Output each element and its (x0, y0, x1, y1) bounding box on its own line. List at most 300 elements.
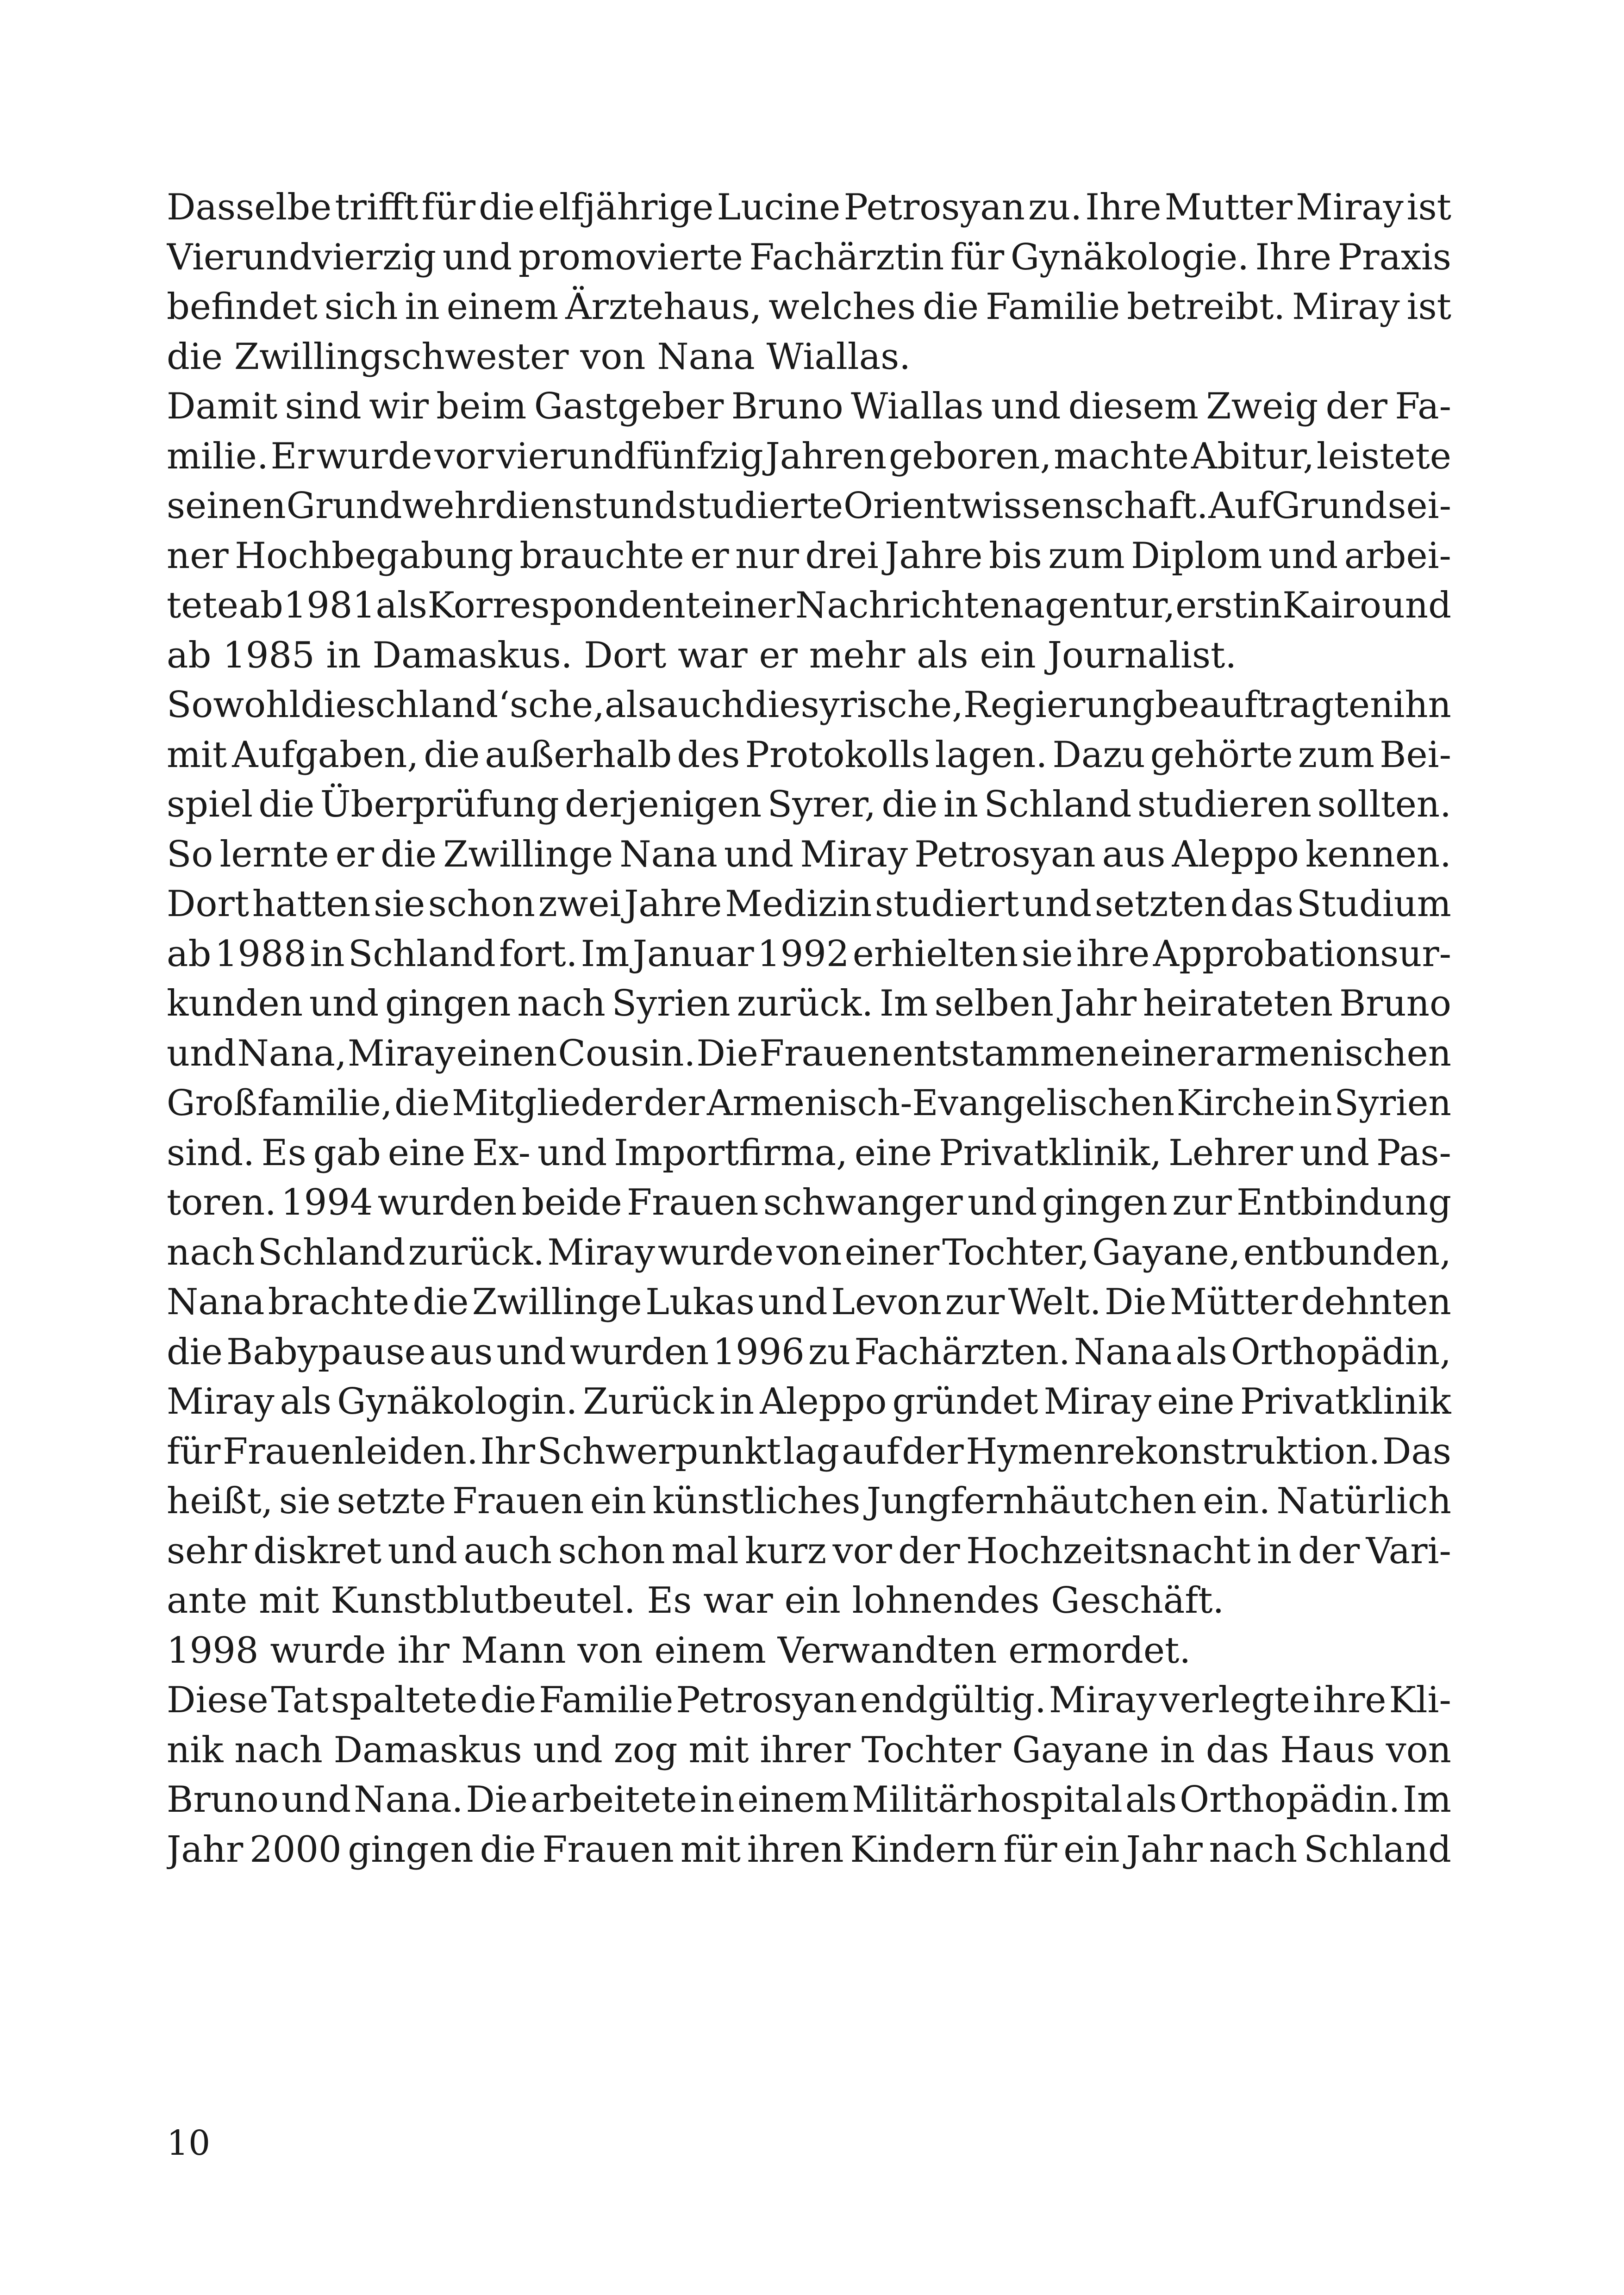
word: zwei (538, 883, 621, 925)
text-line (167, 581, 1451, 631)
word: schon (428, 883, 535, 925)
word: derjenigen (565, 784, 762, 825)
word: gingen (1042, 1182, 1168, 1223)
word: sehr (167, 1530, 247, 1572)
text-line (167, 1527, 1451, 1577)
word: Petrosyan (676, 1679, 857, 1721)
word: Es (261, 1132, 306, 1174)
text-line (167, 929, 1451, 979)
word: Hochzeitsnacht (966, 1530, 1251, 1572)
word: Damit (167, 386, 278, 427)
word: Fachärzten. (854, 1331, 1070, 1373)
word: und (1268, 535, 1338, 577)
word: syrische, (800, 684, 963, 726)
word: des (677, 734, 740, 776)
word: schland‘sche, (356, 684, 605, 726)
word: 1998 (167, 1629, 270, 1671)
word: ihre (1312, 1679, 1387, 1721)
word: gab (313, 1132, 381, 1174)
word: setzten (1094, 883, 1228, 925)
word: hatten (252, 883, 371, 925)
word: ab (238, 585, 283, 626)
word: Wiallas. (766, 336, 911, 378)
word: als (917, 634, 980, 676)
word: ein. (1203, 1480, 1271, 1522)
word: drei (805, 535, 879, 577)
word: Jahre (624, 883, 722, 925)
word: Privatklinik, (939, 1132, 1162, 1174)
word: Kirche (1176, 1083, 1296, 1124)
word: ein (784, 1580, 852, 1621)
word: in (326, 634, 373, 676)
word: ihre (1076, 933, 1150, 975)
word: Pas- (1376, 1132, 1451, 1174)
word: diesem (1068, 386, 1199, 427)
word: einer (700, 585, 795, 626)
word: Die (466, 1779, 528, 1821)
word: und (496, 1331, 566, 1373)
word: Miray (1043, 1381, 1152, 1422)
word: Miray (347, 1032, 456, 1074)
word: eine (387, 1132, 466, 1174)
word: beauftragten (1155, 684, 1393, 726)
text-line (167, 1228, 1451, 1278)
word: Das (1382, 1430, 1451, 1472)
word: ein (1063, 1828, 1120, 1871)
word: Schland (348, 933, 496, 975)
text-line (167, 830, 1451, 880)
word: Gayane (1012, 1729, 1149, 1771)
word: und (1381, 585, 1451, 626)
word: Petrosyan (914, 833, 1096, 875)
word: als (1125, 1779, 1177, 1821)
word: Orthopädin. (1180, 1779, 1400, 1821)
word: 1981 (283, 585, 375, 626)
word: in (1247, 585, 1282, 626)
word: ihn (1393, 684, 1451, 726)
word: Vierundvierzig (167, 236, 437, 278)
word: Ärztehaus, (565, 286, 762, 328)
word: arbeitete (530, 1779, 697, 1821)
word: nach (1209, 1828, 1298, 1871)
text-line (167, 282, 1451, 332)
text-line (167, 481, 1451, 531)
word: Journalist. (1047, 634, 1237, 676)
word: seinen (167, 485, 286, 527)
word: in (1257, 1530, 1292, 1572)
text-line (167, 1129, 1451, 1179)
word: Ihr (480, 1430, 535, 1472)
word: der (898, 1530, 960, 1572)
word: Ihre (1085, 187, 1162, 228)
word: Jahre (885, 535, 983, 577)
word: Nana (657, 336, 767, 378)
word: die (480, 1828, 536, 1871)
word: ab (167, 634, 223, 676)
word: und (724, 833, 794, 875)
word: Schland (1303, 1828, 1451, 1871)
word: toren. (167, 1182, 276, 1223)
word: lernte (219, 833, 329, 875)
word: ihren (747, 1828, 844, 1871)
word: ein (980, 634, 1048, 676)
word: Gastgeber (534, 386, 724, 427)
word: wurden (377, 1182, 517, 1223)
word: brachte (268, 1281, 409, 1323)
word: und (537, 1132, 607, 1174)
word: Mütter (1170, 1281, 1298, 1323)
word: Zweig (1206, 386, 1318, 427)
word: wir (369, 386, 429, 427)
word: lagen. (935, 734, 1048, 776)
word: Jahr (1126, 1828, 1203, 1871)
word: einem (737, 1779, 849, 1821)
word: nik (167, 1729, 224, 1771)
word: So (167, 833, 213, 875)
word: außerhalb (485, 734, 672, 776)
word: und (1299, 1132, 1370, 1174)
word: mehr (809, 634, 917, 676)
word: ist (1406, 286, 1451, 328)
word: zur (1172, 1182, 1232, 1223)
word: und (967, 1182, 1037, 1223)
word: spiel (167, 784, 253, 825)
word: Petrosyan (843, 187, 1025, 228)
word: Nana (1074, 1331, 1172, 1373)
text-line (167, 1726, 1451, 1776)
word: Frauen (627, 1182, 759, 1223)
word: ihr (397, 1629, 461, 1671)
word: die (381, 833, 437, 875)
word: heißt, (167, 1480, 273, 1522)
word: Jungfernhäutchen (866, 1480, 1197, 1522)
word: Hymenrekonstruktion. (966, 1430, 1380, 1472)
word: Im (581, 933, 630, 975)
word: in (405, 286, 440, 328)
word: Damaskus. (372, 634, 584, 676)
word: und (758, 1281, 828, 1323)
word: schon (558, 1530, 665, 1572)
word: einem (654, 1629, 778, 1671)
word: einer (1119, 1032, 1215, 1074)
word: der (643, 1083, 705, 1124)
word: von (776, 1231, 842, 1273)
word: fort. (499, 933, 578, 975)
word: in (1298, 1083, 1332, 1124)
word: zu (808, 1331, 851, 1373)
word: sie (1021, 933, 1073, 975)
word: auch (463, 1530, 552, 1572)
word: sei- (1387, 485, 1451, 527)
word: Schland (984, 784, 1132, 825)
word: die (479, 187, 535, 228)
word: Grundwehrdienst (286, 485, 607, 527)
word: war (703, 1580, 785, 1621)
word: und (167, 1032, 237, 1074)
word: Orthopädin, (1230, 1331, 1451, 1373)
word: Nachrichtenagentur, (795, 585, 1175, 626)
word: Korrespondent (427, 585, 700, 626)
word: Militärhospital (852, 1779, 1123, 1821)
word: lag (783, 1430, 840, 1472)
word: Dort (584, 634, 678, 676)
word: wurde (316, 435, 432, 477)
word: als (280, 1381, 332, 1422)
word: betreibt. (1127, 286, 1286, 328)
word: Schland (257, 1231, 406, 1273)
word: Orientwissenschaft. (843, 485, 1208, 527)
word: Geschäft. (1051, 1580, 1224, 1621)
word: von (577, 1629, 655, 1671)
word: Zurück (583, 1381, 714, 1422)
word: Gynäkologin. (337, 1381, 578, 1422)
word: mit (680, 1828, 741, 1871)
word: Natürlich (1276, 1480, 1451, 1522)
word: Kairo (1282, 585, 1382, 626)
word: Jahr (167, 1828, 244, 1871)
word: eine (854, 1132, 932, 1174)
word: das (1230, 883, 1294, 925)
word: geboren, (888, 435, 1052, 477)
word: Syrien (1334, 1083, 1451, 1124)
word: sie (374, 883, 425, 925)
word: Mann (461, 1629, 578, 1671)
word: Tochter (862, 1729, 1001, 1771)
word: verlegte (1159, 1679, 1311, 1721)
word: Fa- (1395, 386, 1451, 427)
word: Nana, (237, 1032, 347, 1074)
text-line (167, 780, 1451, 830)
word: nach (517, 983, 606, 1024)
word: Welt. (1008, 1281, 1101, 1323)
word: sind. (167, 1132, 255, 1174)
text-line (167, 1676, 1451, 1726)
word: kunden (167, 983, 303, 1024)
word: er (690, 535, 729, 577)
word: Frauenleiden. (223, 1430, 478, 1472)
word: der (1325, 386, 1387, 427)
word: auch (656, 684, 745, 726)
word: brauchte (519, 535, 684, 577)
word: in (1160, 1729, 1195, 1771)
word: die (300, 684, 357, 726)
word: gingen (348, 1828, 474, 1871)
word: sollten. (1317, 784, 1451, 825)
word: die (881, 784, 938, 825)
word: entbunden, (1243, 1231, 1451, 1273)
word: vor (832, 1530, 892, 1572)
word: Lehrer (1168, 1132, 1293, 1174)
word: lohnendes (852, 1580, 1051, 1621)
text-line (167, 432, 1451, 482)
text-line (167, 1178, 1451, 1228)
word: Mutter (1164, 187, 1293, 228)
word: einer (844, 1231, 940, 1273)
text-line (167, 1427, 1451, 1477)
text-line (167, 1825, 1451, 1875)
word: Diplom (1131, 535, 1262, 577)
word: eine (1157, 1381, 1235, 1422)
word: Entbindung (1237, 1182, 1451, 1223)
word: zur (945, 1281, 1005, 1323)
text-line (167, 1477, 1451, 1527)
word: Kindern (850, 1828, 997, 1871)
word: Zwillinge (472, 1281, 642, 1323)
word: milie. (167, 435, 269, 477)
word: ante (167, 1580, 259, 1621)
word: Bei- (1380, 734, 1451, 776)
text-line (167, 1079, 1451, 1129)
word: Zwillingschwester (234, 336, 581, 378)
word: wurden (569, 1331, 709, 1373)
word: als (605, 684, 656, 726)
word: und (1022, 883, 1092, 925)
word: Aleppo (1172, 833, 1299, 875)
word: nur (735, 535, 799, 577)
word: Großfamilie, (167, 1083, 393, 1124)
word: bis (989, 535, 1042, 577)
word: schwanger (763, 1182, 963, 1223)
word: Nana (619, 833, 718, 875)
word: und (387, 1530, 458, 1572)
word: heirateten (1143, 983, 1333, 1024)
word: vor (434, 435, 494, 477)
word: welches (768, 286, 916, 328)
word: Levon (831, 1281, 942, 1323)
word: gehörte (1150, 734, 1293, 776)
word: die (258, 784, 315, 825)
word: Diese (167, 1679, 269, 1721)
word: von (580, 336, 657, 378)
word: Lukas (645, 1281, 755, 1323)
word: Syrien (612, 983, 731, 1024)
word: machte (1054, 435, 1189, 477)
word: Kunstblutbeutel. (331, 1580, 647, 1621)
word: das (1206, 1729, 1269, 1771)
word: kennen. (1305, 833, 1451, 875)
word: gingen (385, 983, 511, 1024)
text-line (167, 879, 1451, 929)
word: gründet (892, 1381, 1038, 1422)
word: aus (429, 1331, 493, 1373)
word: Fachärztin (749, 236, 944, 278)
text-line (167, 1377, 1451, 1427)
word: Die (696, 1032, 758, 1074)
word: die (167, 1331, 223, 1373)
word: 1985 (223, 634, 326, 676)
word: Haus (1280, 1729, 1375, 1771)
word: befindet (167, 286, 318, 328)
word: promovierte (518, 236, 743, 278)
word: Lucine (717, 187, 841, 228)
word: Überprüfung (320, 784, 559, 825)
word: der (1298, 1530, 1360, 1572)
word: Dasselbe (167, 187, 332, 228)
word: studiert (874, 883, 1019, 925)
word: aus (1102, 833, 1166, 875)
word: die (412, 1281, 469, 1323)
word: ihrer (760, 1729, 851, 1771)
word: in (700, 1779, 735, 1821)
word: die (424, 734, 480, 776)
word: Frauen (542, 1828, 674, 1871)
word: als (375, 585, 427, 626)
word: Approbationsur- (1153, 933, 1451, 975)
word: Studium (1296, 883, 1451, 925)
word: 2000 (250, 1828, 342, 1871)
text-line (167, 1576, 1451, 1626)
word: wurde (657, 1231, 774, 1273)
word: mit (259, 1580, 331, 1621)
word: Nana. (354, 1779, 463, 1821)
word: Grund (1271, 485, 1387, 527)
word: leistete (1316, 435, 1451, 477)
word: erhielten (852, 933, 1018, 975)
word: Die (1105, 1281, 1167, 1323)
word: Familie (539, 1679, 674, 1721)
word: Protokolls (745, 734, 930, 776)
word: diskret (253, 1530, 382, 1572)
word: Es (647, 1580, 704, 1621)
text-line (167, 183, 1451, 233)
word: Miray (547, 1231, 655, 1273)
word: in (719, 1381, 755, 1422)
word: Miray (167, 1381, 275, 1422)
word: Verwandten (777, 1629, 1009, 1671)
word: er (335, 833, 375, 875)
word: Praxis (1337, 236, 1451, 278)
word: Jahr (1060, 983, 1137, 1024)
word: Armenisch-Evangelischen (706, 1083, 1175, 1124)
word: elfjährige (538, 187, 714, 228)
word: die (167, 336, 234, 378)
word: zum (1048, 535, 1125, 577)
word: Bruno (1339, 983, 1451, 1024)
word: zog (613, 1729, 678, 1771)
word: er (759, 634, 809, 676)
word: armenischen (1215, 1032, 1451, 1074)
word: setzte (337, 1480, 446, 1522)
word: Bruno (167, 1779, 279, 1821)
word: Cousin. (558, 1032, 696, 1074)
word: und (442, 236, 512, 278)
word: Gayane, (1092, 1231, 1241, 1273)
word: in (943, 784, 979, 825)
text-line (167, 233, 1451, 283)
word: studierte (677, 485, 843, 527)
word: Tochter, (942, 1231, 1090, 1273)
body-text (167, 183, 1451, 1875)
word: in (310, 933, 345, 975)
word: der (902, 1430, 964, 1472)
word: Miray (800, 833, 908, 875)
word: 1988 (214, 933, 307, 975)
text-line (167, 1029, 1451, 1079)
word: Sowohl (167, 684, 301, 726)
text-line (167, 1775, 1451, 1825)
word: 1992 (757, 933, 849, 975)
word: für (421, 187, 476, 228)
word: von (1386, 1729, 1451, 1771)
word: kurz (745, 1530, 827, 1572)
word: Im (879, 983, 928, 1024)
word: ist (1406, 187, 1451, 228)
word: entstammen (892, 1032, 1119, 1074)
word: Privatklinik (1240, 1381, 1451, 1422)
word: zu. (1028, 187, 1082, 228)
word: für (167, 1430, 221, 1472)
word: beide (521, 1182, 622, 1223)
